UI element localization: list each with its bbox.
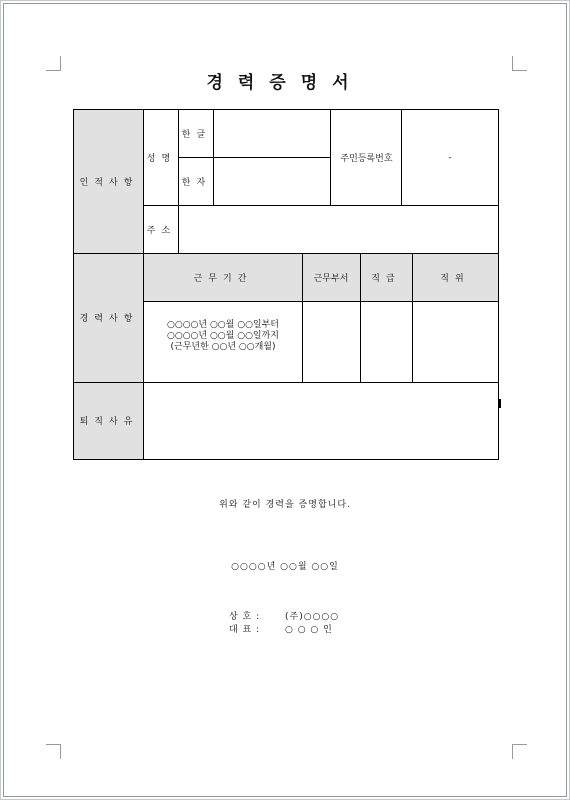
resignation-reason-field[interactable] [144,382,498,459]
address-label: 주소 [146,225,177,236]
hangul-label: 한글 [181,130,212,140]
margin-corner-mark [512,744,527,759]
table-divider [73,253,499,254]
table-divider [360,253,361,383]
table-divider [178,109,179,254]
table-divider [73,382,499,383]
table-divider [178,157,331,158]
resignation-section-label: 퇴직사유 [74,382,144,459]
period-header: 근무기간 [144,253,302,301]
position-field[interactable] [412,301,498,382]
representative-label: 대 표 : [229,625,261,635]
certification-statement: 위와 같이 경력을 증명합니다. [219,500,351,510]
table-divider [412,253,413,383]
dept-header: 근무부서 [302,253,360,301]
issue-date: ○○○○년 ○○월 ○○일 [231,562,339,572]
career-section-label: 경력사항 [74,253,144,382]
dept-field[interactable] [302,301,360,382]
grade-header: 직급 [360,253,412,301]
period-end: ○○○○년 ○○월 ○○일까지 [166,331,280,341]
hangul-name-field[interactable] [214,110,331,157]
period-total: (근무년한 ○○년 ○○개월) [170,342,276,352]
company-value: (주)○○○○ [285,612,340,622]
position-header: 직위 [412,253,498,301]
employment-period [144,320,302,353]
table-divider [143,205,499,206]
company-label: 상 호 : [229,612,261,622]
rrn-value: - [448,152,452,163]
table-divider [302,253,303,383]
table-border [73,109,499,110]
table-border [73,109,74,460]
rrn-label: 주민등록번호 [340,154,393,164]
document-title: 경력증명서 [206,73,364,93]
table-border [73,459,499,460]
address-field[interactable] [179,205,498,253]
hanja-label: 한자 [181,177,212,188]
table-divider [143,109,144,460]
name-label: 성명 [146,154,177,164]
hanja-name-field[interactable] [214,157,331,205]
table-divider [401,109,402,206]
margin-corner-mark [46,744,61,759]
table-divider [330,109,331,206]
personal-section-label: 인적사항 [74,110,144,253]
representative-value: ○ ○ ○ 인 [285,625,333,635]
period-start: ○○○○년 ○○월 ○○일부터 [166,320,280,330]
text-cursor [499,399,501,408]
grade-field[interactable] [360,301,412,382]
table-divider [143,301,499,302]
